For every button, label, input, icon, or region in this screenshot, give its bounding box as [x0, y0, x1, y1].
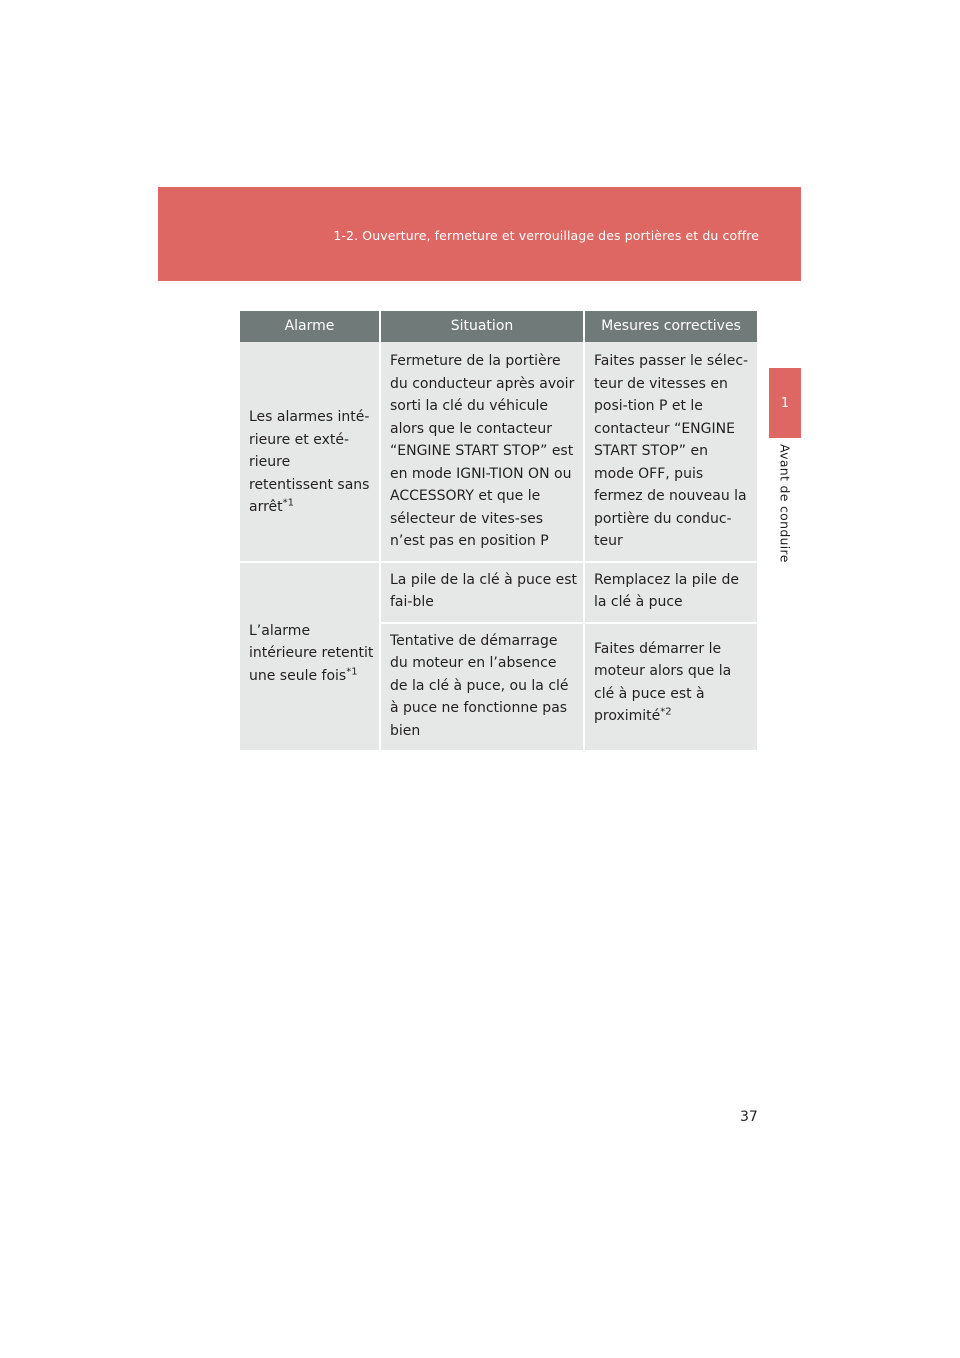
situation-cell: Fermeture de la portière du conducteur après avoir sorti la clé du véhicule alors que le contacteur “ENGINE START STOP” est en mode IGNI-TION ON ou ACCESSORY et que le sélecteur de vites-ses n’est pas en position P: [380, 342, 584, 562]
alarm-cell: [240, 342, 380, 562]
action-cell: Faites passer le sélec-teur de vitesses en posi-tion P et le contacteur “ENGINE START STOP” en mode OFF, puis fermez de nouveau la portière du conduc-teur: [584, 342, 757, 562]
col-header-alarm: Alarme: [240, 311, 380, 342]
table-row: [240, 342, 757, 562]
chapter-label: Avant de conduire: [777, 444, 793, 563]
chapter-tab: 1: [769, 368, 801, 438]
action-cell: Remplacez la pile de la clé à puce: [584, 562, 757, 623]
header-band: [158, 187, 801, 281]
footnote-ref: *1: [282, 497, 295, 509]
footnote-ref: *1: [346, 665, 358, 677]
action-cell: [584, 623, 757, 752]
col-header-action: Mesures correctives: [584, 311, 757, 342]
alarm-text: Les alarmes inté-rieure et exté-rieure retentissent sans arrêt: [249, 409, 370, 515]
col-header-situation: Situation: [380, 311, 584, 342]
action-text: Faites démarrer le moteur alors que la clé à puce est à proximité: [594, 640, 732, 724]
alarm-cell: [240, 562, 380, 752]
alarm-text: L’alarme intérieure retentit une seule fois: [249, 622, 374, 684]
situation-cell: La pile de la clé à puce est fai-ble: [380, 562, 584, 623]
situation-cell: Tentative de démarrage du moteur en l’absence de la clé à puce, ou la clé à puce ne fonctionne pas bien: [380, 623, 584, 752]
footnote-ref: *2: [660, 706, 672, 718]
section-title: 1-2. Ouverture, fermeture et verrouillage des portières et du coffre: [333, 228, 759, 243]
page-number: 37: [740, 1109, 758, 1125]
table-header-row: [240, 311, 757, 342]
alarm-table: [240, 311, 757, 752]
table-row: [240, 562, 757, 623]
